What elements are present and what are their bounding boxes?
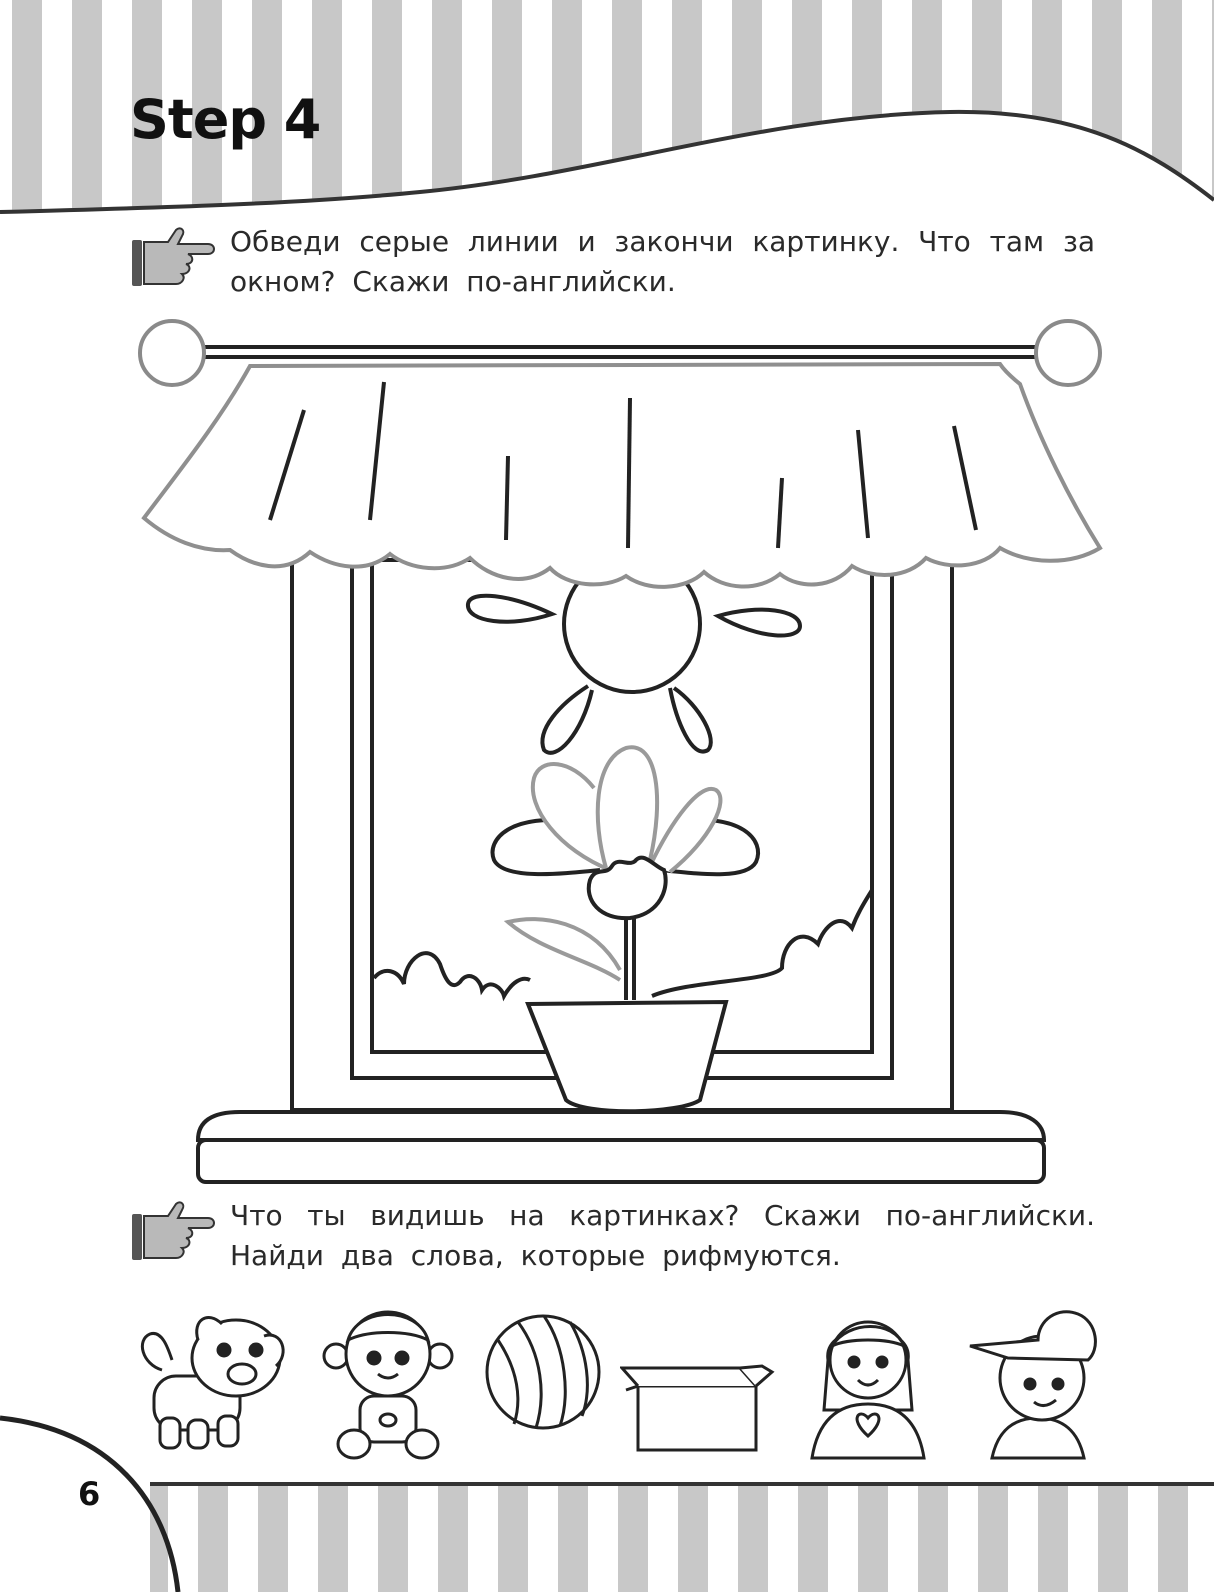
task-1 <box>130 222 1100 312</box>
flower <box>493 747 759 1000</box>
dog-icon <box>132 1300 292 1460</box>
sun <box>468 556 800 753</box>
curtain-rod <box>140 321 1100 385</box>
box-icon <box>620 1356 780 1456</box>
task-2-instruction: Что ты видишь на картинках? Скажи по-английски. Найди два слова, которые рифмуются. <box>230 1199 1095 1272</box>
task-1-instruction: Обведи серые линии и закончи картинку. Что там за окном? Скажи по-английски. <box>230 225 1095 298</box>
bushes <box>374 890 872 996</box>
pointing-hand-icon <box>130 1196 216 1266</box>
task-2 <box>130 1196 1100 1286</box>
window-frame <box>292 520 952 1110</box>
pointing-hand-icon <box>130 222 216 292</box>
page-number: 6 <box>78 1475 101 1513</box>
ball-icon <box>478 1300 608 1430</box>
flower-pot <box>528 1002 726 1111</box>
step-title: Step 4 <box>130 88 321 151</box>
boy-icon <box>968 1300 1108 1460</box>
window-sill <box>198 1112 1044 1182</box>
girl-icon <box>808 1300 928 1460</box>
doll-icon <box>318 1300 458 1465</box>
curtain <box>144 364 1100 587</box>
